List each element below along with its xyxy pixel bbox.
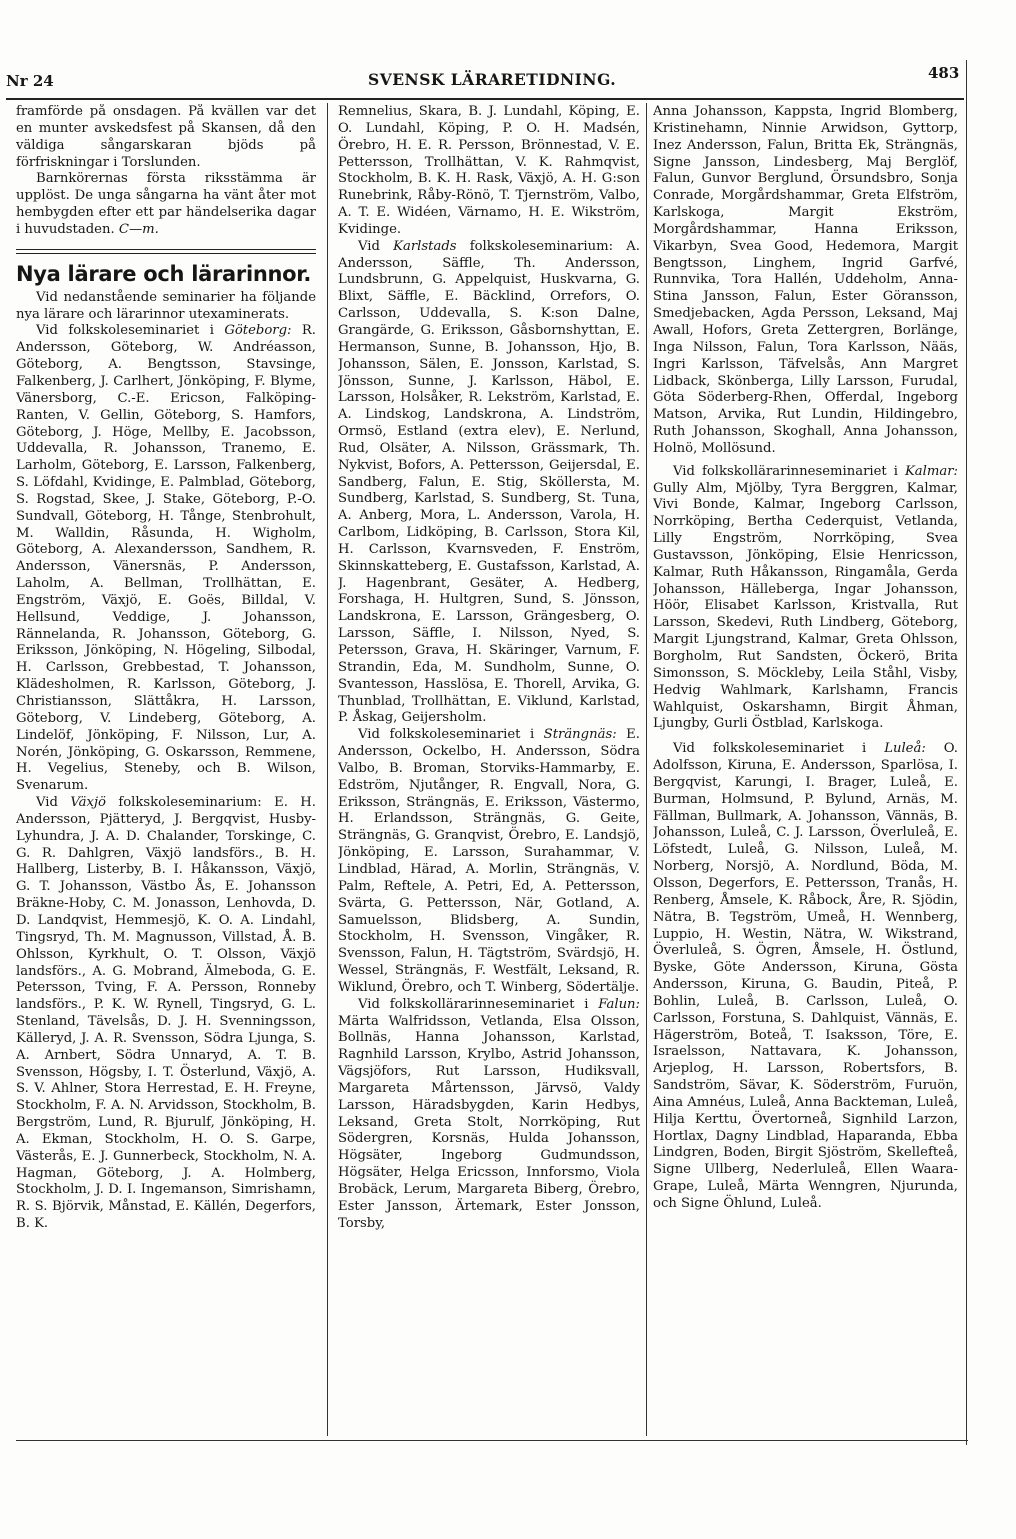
paragraph bbox=[16, 795, 316, 1233]
paragraph bbox=[338, 997, 640, 1233]
header-rule bbox=[6, 98, 964, 100]
lead-text: Vid folkskollärarinneseminariet i bbox=[673, 463, 905, 479]
paragraph bbox=[338, 727, 640, 997]
page-header bbox=[0, 58, 1016, 94]
section-divider bbox=[16, 249, 316, 250]
lead-text: Vid folkskoleseminariet i bbox=[673, 741, 885, 757]
paragraph bbox=[653, 741, 958, 1213]
paragraph bbox=[338, 239, 640, 727]
right-margin-rule bbox=[966, 60, 967, 1445]
lead-text: Vid folkskollärarinneseminariet i bbox=[358, 996, 599, 1012]
paragraph: Vid nedanstående seminarier ha följande nya lärare och lärarinnor utexaminerats. bbox=[16, 289, 316, 322]
place-name: Luleå: bbox=[884, 741, 926, 757]
article-heading: Nya lärare och lärarinnor. bbox=[16, 261, 312, 286]
lead-text: Vid folkskoleseminariet i bbox=[36, 323, 225, 339]
paragraph-text: folkskoleseminarium: A. Andersson, Säffle, Th. Andersson, Lundsbrunn, G. Appelquist, Huskvarna, G. Blixt, Säffle, E. Bäcklind, Orrefors, O. Carlsson, Uddevalla, S. K:son Dalne, Grangärde, G. Eriksson, Gåsbornshyttan, E. Hermanson, Sunne, B. Johansson, Hjo, B. Johansson, Sälen, E. Jonsson, Karlstad, S. Jönsson, Sunne, J. Karlsson, Häbol, E. Larsson, Holsåker, R. Lekström, Karlstad, E. A. Lindskog, Landskrona, A. Lindström, Ormsö, Estland (extra elev), E. Nerlund, Rud, Olsäter, A. Nilsson, Grässmark, Th. Nykvist, Bofors, A. Pettersson, Geijersdal, E. Sandberg, Falun, E. Stig, Sköllersta, M. Sundberg, Karlstad, S. Sundberg, St. Tuna, A. Anberg, Mora, L. Andersson, Varola, H. Carlbom, Lidköping, B. Carlsson, Stora Kil, H. Carlsson, Kvarnsveden, F. Enström, Skinnskatteberg, E. Gustafsson, Karlstad, A. J. Hagenbrant, Gesäter, A. Hedberg, Forshaga, H. Hultgren, Sund, S. Jönsson, Landskrona, E. Larsson, Grängesberg, O. Larsson, Säffle, I. Nilsson, Nyed, S. Petersson, Grava, H. Skäringer, Varnum, F. Strandin, Eda, M. Sundholm, Sunne, O. Svantesson, Hasslösa, E. Thorell, Arvika, G. Thunblad, Trollhättan, E. Viklund, Karlstad, P. Åskag, Geijersholm. bbox=[338, 238, 640, 726]
paragraph bbox=[16, 171, 316, 238]
paragraph: Anna Johansson, Kappsta, Ingrid Blomberg, Kristinehamn, Ninnie Arwidson, Gyttorp, Inez Andersson, Falun, Britta Ek, Strängnäs, Signe Jansson, Lindesberg, Maj Berglöf, Falun, Gunvor Berglund, Örsundsbro, Sonja Conrade, Morgårdshammar, Greta Elfström, Karlskoga, Margit Ekström, Morgårdshammar, Hanna Eriksson, Vikarbyn, Svea Good, Hedemora, Margit Bengtsson, Linghem, Ingrid Garfvé, Runnvika, Tora Hallén, Uddeholm, Anna-Stina Jansson, Falun, Ester Göransson, Smedjebacken, Agda Persson, Leksand, Maj Awall, Hofors, Greta Zettergren, Borlänge, Inga Nilsson, Falun, Tora Karlsson, Nääs, Ingri Karlsson, Täfvelsås, Ann Margret Lidback, Skönberga, Lilly Larsson, Furudal, Göta Söderberg-Rhen, Offerdal, Ingeborg Matson, Arvika, Rut Lundin, Hildingebro, Ruth Johansson, Skoghall, Anna Johansson, Holnö, Mollösund. bbox=[653, 104, 958, 456]
lead-text: Vid bbox=[358, 238, 394, 254]
page-number: 483 bbox=[928, 64, 960, 82]
lead-text: Vid bbox=[36, 795, 71, 811]
paragraph bbox=[16, 323, 316, 795]
place-name: Göteborg: bbox=[224, 323, 292, 339]
place-name: Falun: bbox=[598, 996, 640, 1012]
paragraph-text: O. Adolfsson, Kiruna, E. Andersson, Sparlösa, I. Bergqvist, Karungi, I. Brager, Luleå, E. Burman, Holmsund, P. Bylund, Arnäs, M. Fällman, Bullmark, A. Johansson, Vännäs, B. Johansson, Luleå, C. J. Larsson, Överluleå, E. Löfstedt, Luleå, G. Nilsson, Luleå, M. Norberg, Norsjö, A. Nordlund, Böda, M. Olsson, Degerfors, E. Pettersson, Tranås, H. Renberg, Åmsele, K. Råbock, Åre, R. Sjödin, Nätra, B. Tegström, Umeå, H. Wennberg, Luppio, H. Westin, Nätra, W. Wikstrand, Överluleå, S. Ögren, Åmsele, H. Östlund, Byske, Göte Andersson, Kiruna, Gösta Andersson, Kiruna, G. Baudin, Piteå, P. Bohlin, Luleå, B. Carlsson, Luleå, O. Carlsson, Forstuna, S. Dahlquist, Vännäs, E. Hägerström, Boteå, T. Isaksson, Töre, E. Israelsson, Nattavara, K. Johansson, Arjeplog, H. Larsson, Robertsfors, B. Sandström, Sävar, K. Söderström, Furuön, Aina Amnéus, Luleå, Anna Backteman, Luleå, Hilja Kerttu, Övertorneå, Signhild Larzon, Hortlax, Dagny Lindblad, Haparanda, Ebba Lindgren, Boden, Birgit Sjöström, Skellefteå, Signe Ullberg, Nederluleå, Ellen Waara-Grape, Luleå, Märta Wenngren, Njurunda, och Signe Öhlund, Luleå. bbox=[653, 741, 958, 1211]
signature: C—m. bbox=[118, 221, 159, 237]
paragraph-text: R. Andersson, Göteborg, W. Andréasson, Göteborg, A. Bengtsson, Stavsinge, Falkenberg, J. Carlhert, Jönköping, F. Blyme, Vänersborg, C.-E. Ericson, Falköping-Ranten, V. Gellin, Göteborg, S. Hamfors, Göteborg, J. Höge, Mellby, E. Jacobsson, Uddevalla, R. Johansson, Tranemo, E. Larholm, Göteborg, E. Larsson, Falkenberg, S. Löfdahl, Kvidinge, E. Palmblad, Göteborg, S. Rogstad, Skee, J. Stake, Göteborg, P.-O. Sundvall, Göteborg, H. Tånge, Stenbrohult, M. Walldin, Råsunda, H. Wigholm, Göteborg, A. Alexandersson, Sandhem, R. Andersson, Vänersnäs, P. Andersson, Laholm, A. Bellman, Trollhättan, E. Engström, Växjö, E. Goës, Billdal, V. Hellsund, Veddige, J. Johansson, Rännelanda, R. Johansson, Göteborg, G. Eriksson, Jönköping, N. Högeling, Silbodal, H. Carlsson, Grebbestad, T. Johansson, Klädesholmen, R. Karlsson, Göteborg, J. Christiansson, Slättåkra, H. Larsson, Göteborg, V. Lindeberg, Göteborg, A. Lindelöf, Jönköping, F. Nilsson, Lur, A. Norén, Jönköping, G. Oskarsson, Remmene, H. Vegelius, Steneby, och B. Wilson, Svenarum. bbox=[16, 323, 316, 794]
paragraph bbox=[653, 464, 958, 734]
paragraph-text: Gully Alm, Mjölby, Tyra Berggren, Kalmar, Vivi Bonde, Kalmar, Ingeborg Carlsson, Norrköping, Bertha Cederquist, Vetlanda, Lilly Engström, Norrköping, Svea Gustavsson, Jönköping, Elsie Henricsson, Kalmar, Ruth Håkansson, Ringamåla, Gerda Johansson, Hälleberga, Ingar Johansson, Höör, Elisabet Karlsson, Kristvalla, Rut Larsson, Skedevi, Ruth Lindberg, Göteborg, Margit Ljungstrand, Kalmar, Greta Ohlsson, Borgholm, Rut Sandsten, Öckerö, Brita Simonsson, S. Möckleby, Leila Ståhl, Visby, Hedvig Wahlmark, Karlshamn, Francis Wahlquist, Oskarshamn, Birgit Åhman, Ljungby, Gurli Östblad, Karlskoga. bbox=[653, 480, 958, 732]
column-divider-2 bbox=[646, 103, 647, 1436]
column-divider-1 bbox=[327, 103, 328, 1436]
paragraph-text: folkskoleseminarium: E. H. Andersson, Pjätteryd, J. Bergqvist, Husby-Lyhundra, J. A. D. Chalander, Torskinge, C. G. R. Dahlgren, Växjö landsförs., B. H. Hallberg, Listerby, B. I. Håkansson, Växjö, G. T. Johansson, Västbo Ås, E. Johansson Bräkne-Hoby, C. M. Jonasson, Lenhovda, D. D. Landqvist, Hemmesjö, K. O. A. Lindahl, Tingsryd, Th. M. Magnusson, Villstad, Å. B. Ohlsson, Kyrkhult, O. T. Olsson, Växjö landsförs., A. G. Mobrand, Älmeboda, G. E. Petersson, Tving, F. A. Persson, Ronneby landsförs., P. K. W. Rynell, Tingsryd, G. L. Stenland, Tävelsås, D. J. H. Svenningsson, Källeryd, J. A. R. Svensson, Södra Ljunga, S. A. Arnbert, Södra Unnaryd, A. T. B. Svensson, Högsby, I. T. Österlund, Växjö, A. S. V. Ahlner, Stora Herrestad, E. H. Freyne, Stockholm, F. A. N. Arvidsson, Stockholm, B. Bergström, Lund, R. Bjurulf, Jönköping, H. A. Ekman, Stockholm, H. O. S. Garpe, Västerås, E. J. Gunnerbeck, Stockholm, N. A. Hagman, Göteborg, J. A. Holmberg, Stockholm, J. D. I. Ingemanson, Simrishamn, R. S. Björvik, Månstad, E. Källén, Degerfors, B. K. bbox=[16, 795, 316, 1232]
place-name: Växjö bbox=[70, 795, 106, 811]
paragraph-text: Märta Walfridsson, Vetlanda, Elsa Olsson, Bollnäs, Hanna Johansson, Karlstad, Ragnhild Larsson, Krylbo, Astrid Johansson, Vägsjöfors, Rut Larsson, Hudiksvall, Margareta Mårtensson, Järvsö, Valdy Larsson, Häradsbygden, Karin Hedbys, Leksand, Greta Stolt, Norrköping, Rut Södergren, Korsnäs, Hulda Johansson, Högsäter, Ingeborg Gudmundsson, Högsäter, Helga Ericsson, Innforsmo, Viola Brobäck, Lerum, Margareta Biberg, Örebro, Ester Jansson, Ärtemark, Ester Jonsson, Torsby, bbox=[338, 1013, 640, 1231]
section-divider-thin bbox=[16, 253, 316, 254]
paragraph: framförde på onsdagen. På kvällen var det en munter avskedsfest på Skansen, då den väldiga sångarskaran bjöds på förfriskningar i Torslunden. bbox=[16, 104, 316, 170]
paragraph: Remnelius, Skara, B. J. Lundahl, Köping, E. O. Lundahl, Köping, P. O. H. Madsén, Örebro, H. E. R. Persson, Brönnestad, V. E. Pettersson, Trollhättan, V. K. Rahmqvist, Stockholm, B. K. H. Rask, Växjö, A. H. G:son Runebrink, Råby-Rönö, T. Tjernström, Valbo, A. T. E. Widéen, Värnamo, H. E. Wikström, Kvidinge. bbox=[338, 104, 640, 237]
column-1 bbox=[16, 104, 316, 1434]
journal-title: SVENSK LÄRARETIDNING. bbox=[368, 70, 617, 89]
bottom-rule bbox=[16, 1440, 968, 1441]
lead-text: Vid folkskoleseminariet i bbox=[358, 727, 544, 743]
place-name: Karlstads bbox=[393, 238, 457, 254]
place-name: Strängnäs: bbox=[543, 727, 617, 743]
place-name: Kalmar: bbox=[904, 463, 958, 479]
column-2 bbox=[338, 104, 640, 1434]
issue-number: Nr 24 bbox=[6, 72, 54, 90]
column-3 bbox=[653, 104, 958, 1434]
paragraph-text: Barnkörernas första riksstämma är upplöst. De unga sångarna ha vänt åter mot hembygden efter ett par händelserika dagar i huvudstaden. bbox=[16, 171, 316, 237]
paragraph-text: E. Andersson, Ockelbo, H. Andersson, Södra Valbo, B. Broman, Storviks-Hammarby, E. Edström, Njutånger, R. Engvall, Nora, G. Eriksson, Strängnäs, E. Eriksson, Västermo, H. Erlandsson, Strängnäs, G. Geite, Strängnäs, G. Granqvist, Örebro, E. Landsjö, Jönköping, E. Larsson, Surahammar, V. Lindblad, Härad, A. Morlin, Strängnäs, V. Palm, Reftele, A. Petri, Ed, A. Pettersson, Svärta, G. Pettersson, När, Gotland, A. Samuelsson, Blidsberg, A. Sundin, Stockholm, H. Svensson, Vingåker, R. Svensson, Falun, H. Tägtström, Svärdsjö, H. Wessel, Strängnäs, F. Westfält, Leksand, R. Wiklund, Örebro, och T. Winberg, Södertälje. bbox=[338, 727, 640, 995]
